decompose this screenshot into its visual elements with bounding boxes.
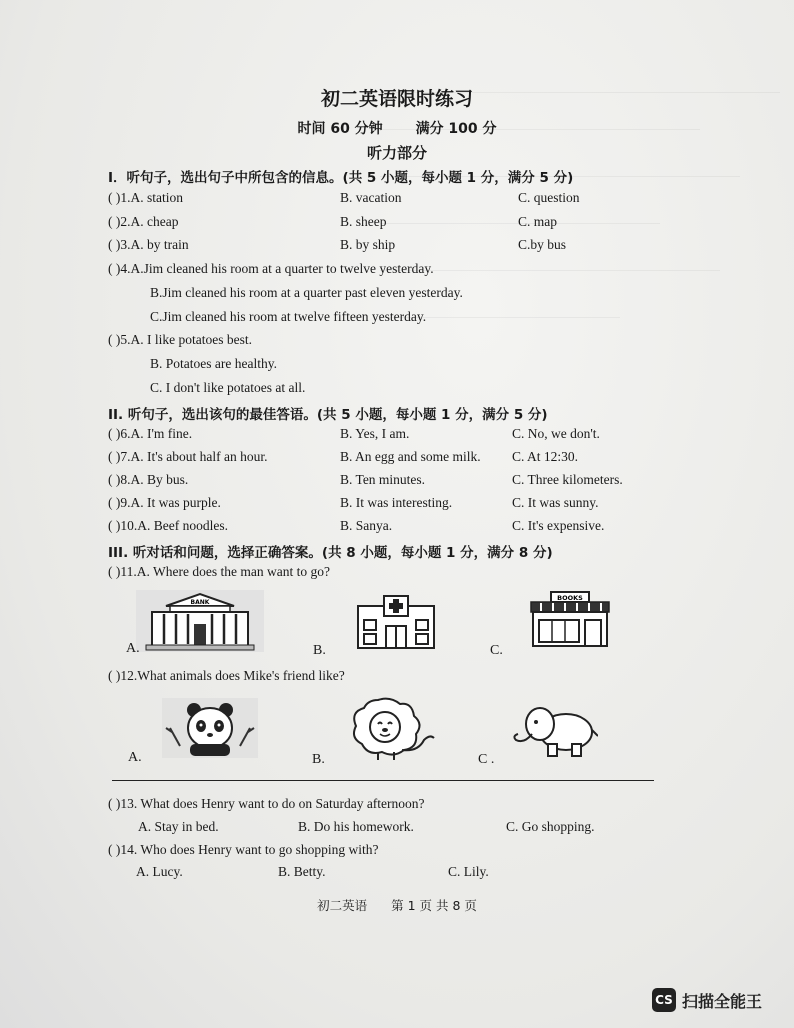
q13-option-c: C. Go shopping. (506, 819, 595, 834)
books-sign-label: BOOKS (557, 594, 583, 602)
camscanner-logo-icon: CS (652, 988, 676, 1012)
page-footer (0, 896, 794, 914)
q10-option-c: C. It's expensive. (512, 518, 605, 533)
section-3-heading: III. 听对话和问题，选择正确答案。(共 8 小题，每小题 1 分，满分 8 分) (108, 545, 553, 561)
q13-option-a: A. Stay in bed. (138, 819, 219, 834)
q12-stem: ( )12.What animals does Mike's friend like? (108, 668, 345, 683)
q12-label-b: B. (312, 752, 325, 767)
exam-info (0, 118, 794, 138)
q5-option-c: C. I don't like potatoes at all. (150, 380, 306, 395)
q12-label-c: C . (478, 752, 495, 767)
q6-option-c: C. No, we don't. (512, 426, 600, 441)
camscanner-label: 扫描全能王 (682, 991, 763, 1011)
q4-option-a: ( )4.A.Jim cleaned his room at a quarter to twelve yesterday. (108, 261, 434, 276)
q14-option-b: B. Betty. (278, 864, 326, 879)
q8-option-b: B. Ten minutes. (340, 472, 426, 487)
q4-option-c: C.Jim cleaned his room at twelve fifteen yesterday. (150, 309, 427, 324)
q8-stem: ( )8.A. By bus. (108, 472, 189, 487)
bookstore-building-picture (527, 590, 613, 650)
q14-option-a: A. Lucy. (136, 864, 183, 879)
q3-stem: ( )3.A. by train (108, 237, 189, 252)
q5-option-a: ( )5.A. I like potatoes best. (108, 332, 252, 347)
page-title: 初二英语限时练习 (320, 88, 473, 110)
section-2-heading: II. 听句子，选出该句的最佳答语。(共 5 小题，每小题 1 分，满分 5 分) (108, 407, 548, 423)
divider-line (112, 780, 654, 781)
q7-option-c: C. At 12:30. (512, 449, 579, 464)
q11-stem: ( )11.A. Where does the man want to go? (108, 564, 330, 579)
q6-option-b: B. Yes, I am. (340, 426, 410, 441)
panda-picture (162, 698, 258, 758)
hospital-building-picture (356, 594, 436, 650)
lion-picture (338, 696, 438, 762)
q13-option-b: B. Do his homework. (298, 819, 414, 834)
q12-label-a: A. (128, 750, 142, 765)
q5-option-b: B. Potatoes are healthy. (150, 356, 277, 371)
time-limit: 时间 60 分钟 (297, 121, 383, 137)
q9-option-b: B. It was interesting. (340, 495, 453, 510)
q6-stem: ( )6.A. I'm fine. (108, 426, 193, 441)
q11-label-b: B. (313, 643, 326, 658)
q2-option-c: C. map (518, 214, 557, 229)
q4-option-b: B.Jim cleaned his room at a quarter past eleven yesterday. (150, 285, 463, 300)
elephant-picture (510, 700, 598, 758)
q8-option-c: C. Three kilometers. (512, 472, 623, 487)
bank-building-picture (136, 590, 264, 652)
q10-stem: ( )10.A. Beef noodles. (108, 518, 228, 533)
camscanner-watermark (652, 988, 762, 1012)
q9-option-c: C. It was sunny. (512, 495, 599, 510)
section-1-heading: I．听句子，选出句子中所包含的信息。(共 5 小题，每小题 1 分，满分 5 分) (108, 170, 574, 186)
footer-subject: 初二英语 (317, 898, 368, 913)
q10-option-b: B. Sanya. (340, 518, 393, 533)
q1-option-c: C. question (518, 190, 580, 205)
q2-stem: ( )2.A. cheap (108, 214, 179, 229)
q13-stem: ( )13. What does Henry want to do on Saturday afternoon? (108, 796, 425, 811)
q7-option-b: B. An egg and some milk. (340, 449, 481, 464)
q11-label-a: A. (126, 641, 140, 656)
q9-stem: ( )9.A. It was purple. (108, 495, 221, 510)
q7-stem: ( )7.A. It's about half an hour. (108, 449, 268, 464)
q3-option-b: B. by ship (340, 237, 396, 252)
full-score: 满分 100 分 (415, 121, 497, 137)
q1-stem: ( )1.A. station (108, 190, 183, 205)
footer-page-number: 第 1 页 共 8 页 (391, 898, 477, 913)
q3-option-c: C.by bus (518, 237, 567, 252)
part-heading: 听力部分 (366, 144, 427, 162)
q11-label-c: C. (490, 643, 503, 658)
bank-sign-label: BANK (190, 599, 210, 606)
q14-stem: ( )14. Who does Henry want to go shopping with? (108, 842, 379, 857)
q2-option-b: B. sheep (340, 214, 387, 229)
q14-option-c: C. Lily. (448, 864, 489, 879)
q1-option-b: B. vacation (340, 190, 402, 205)
